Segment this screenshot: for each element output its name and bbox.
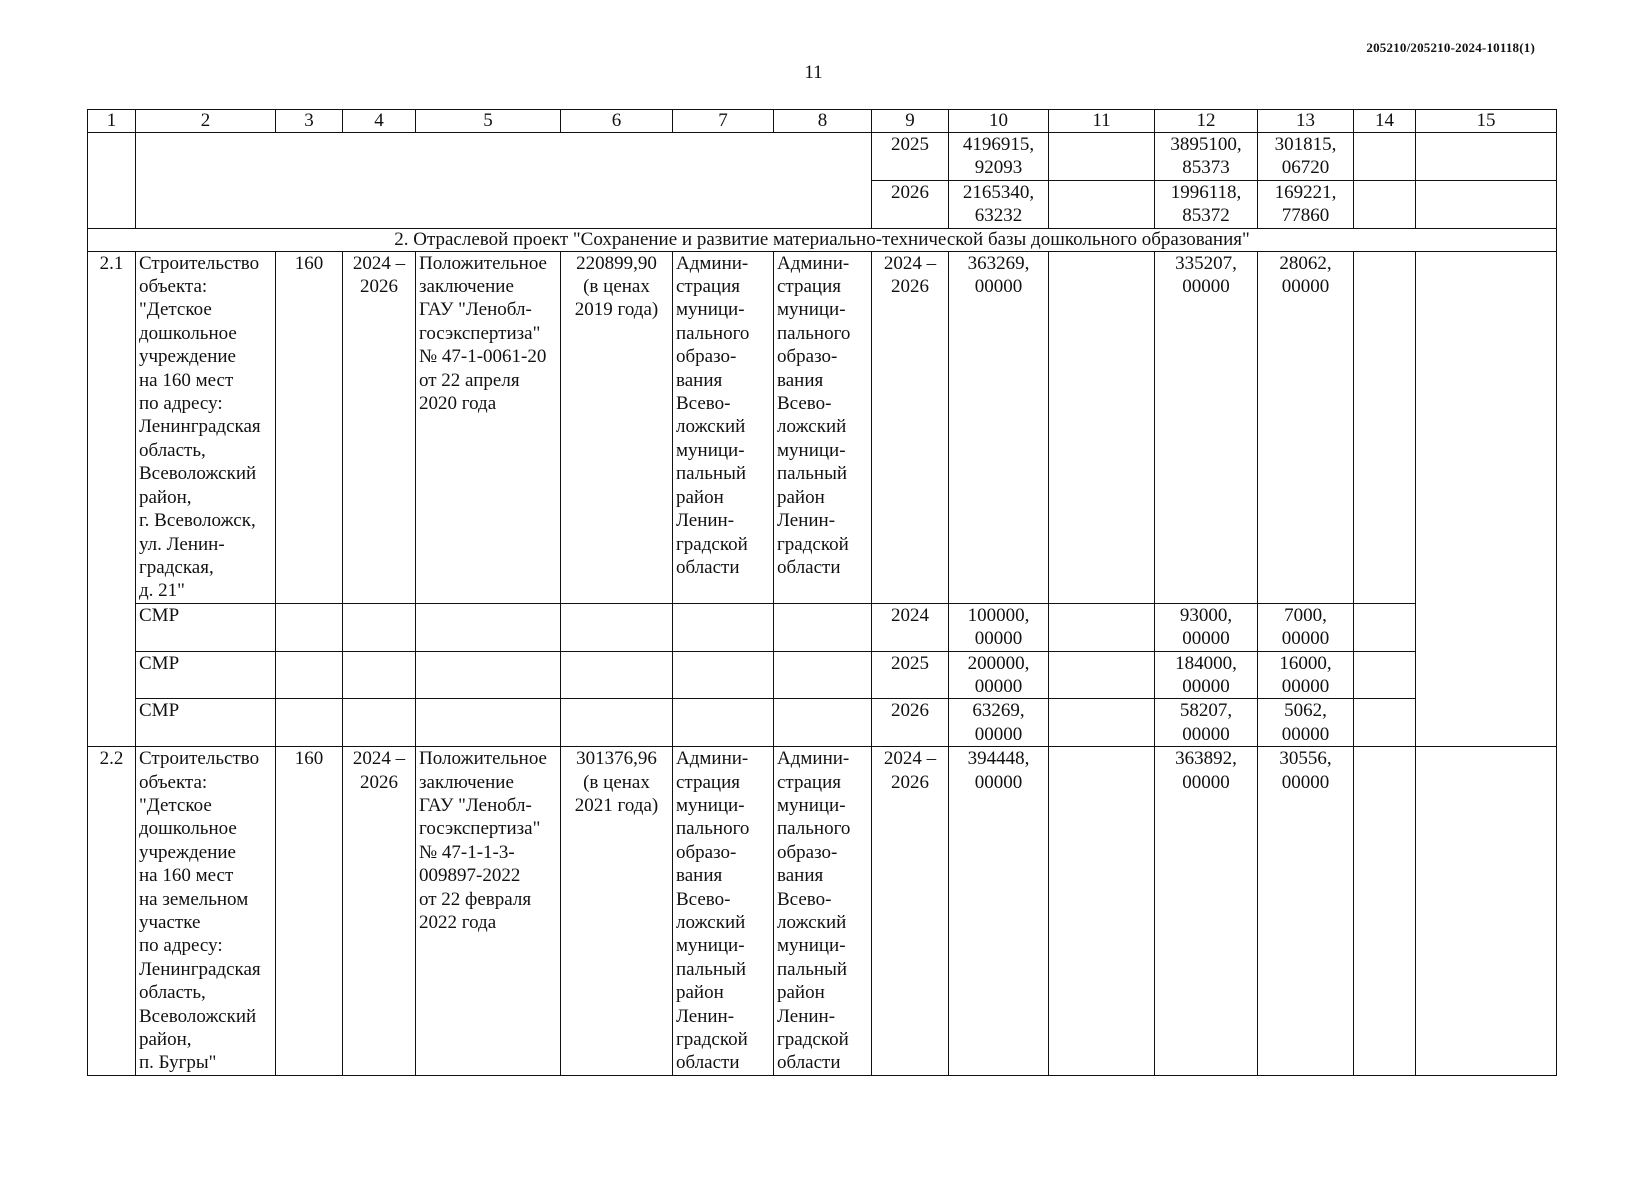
empty-cell: [1049, 747, 1155, 1076]
smr-label: СМР: [136, 603, 276, 651]
amount-col13-cell: 30556, 00000: [1258, 747, 1354, 1076]
years-cell: 2024 – 2026: [872, 747, 949, 1076]
customer-cell: Админи- страция муници- пального образо- вания Всево- ложский муници- пальный район Ленин- градской области: [673, 747, 774, 1076]
column-number: 10: [949, 110, 1049, 133]
empty-cell: [416, 699, 561, 747]
amount-col12-cell: 184000, 00000: [1155, 651, 1258, 699]
amount-col13-cell: 16000, 00000: [1258, 651, 1354, 699]
empty-cell: [1354, 603, 1416, 651]
carry-over-row: [88, 133, 1557, 181]
smr-row: [88, 699, 1557, 747]
object-name: Строительство объекта: "Детское дошкольное учреждение на 160 мест на земельном участке по адресу: Ленинградская область, Всеволожский район, п. Бугры": [136, 747, 276, 1076]
object-row: [88, 747, 1557, 1076]
smr-label: СМР: [136, 651, 276, 699]
total-amount-cell: 4196915, 92093: [949, 133, 1049, 181]
empty-cell: [1049, 251, 1155, 603]
amount-col12-cell: 335207, 00000: [1155, 251, 1258, 603]
developer-cell: Админи- страция муници- пального образо- вания Всево- ложский муници- пальный район Ленин- градской области: [774, 251, 872, 603]
section-title: 2. Отраслевой проект "Сохранение и развитие материально-технической базы дошкольного образования": [88, 228, 1557, 251]
column-number: 13: [1258, 110, 1354, 133]
period-cell: 2024 – 2026: [343, 747, 416, 1076]
empty-cell: [774, 603, 872, 651]
smr-row: [88, 603, 1557, 651]
capacity-cell: 160: [276, 747, 343, 1076]
object-number: 2.2: [88, 747, 136, 1076]
amount-col13-cell: 28062, 00000: [1258, 251, 1354, 603]
column-number: 6: [561, 110, 673, 133]
customer-cell: Админи- страция муници- пального образо- вания Всево- ложский муници- пальный район Ленин- градской области: [673, 251, 774, 603]
empty-cell: [1049, 603, 1155, 651]
capacity-cell: 160: [276, 251, 343, 603]
column-number: 3: [276, 110, 343, 133]
empty-cell: [673, 603, 774, 651]
smr-row: [88, 651, 1557, 699]
total-amount-cell: 100000, 00000: [949, 603, 1049, 651]
amount-col13-cell: 5062, 00000: [1258, 699, 1354, 747]
amount-col13-cell: 7000, 00000: [1258, 603, 1354, 651]
program-table: [87, 109, 1557, 1076]
object-row: [88, 251, 1557, 603]
empty-cell: [673, 699, 774, 747]
empty-cell: [1416, 180, 1557, 228]
page-number: 11: [804, 62, 823, 83]
column-number: 11: [1049, 110, 1155, 133]
empty-cell: [1354, 699, 1416, 747]
column-number: 15: [1416, 110, 1557, 133]
developer-cell: Админи- страция муници- пального образо- вания Всево- ложский муници- пальный район Ленин- градской области: [774, 747, 872, 1076]
year-cell: 2025: [872, 651, 949, 699]
empty-cell: [1416, 133, 1557, 181]
empty-cell: [343, 651, 416, 699]
empty-cell: [1354, 180, 1416, 228]
total-amount-cell: 363269, 00000: [949, 251, 1049, 603]
total-amount-cell: 394448, 00000: [949, 747, 1049, 1076]
column-number: 14: [1354, 110, 1416, 133]
empty-cell: [561, 603, 673, 651]
empty-cell: [774, 651, 872, 699]
column-number: 8: [774, 110, 872, 133]
empty-cell: [343, 699, 416, 747]
empty-cell: [416, 603, 561, 651]
empty-cell: [276, 651, 343, 699]
amount-col12-cell: 3895100, 85373: [1155, 133, 1258, 181]
empty-cell: [1354, 747, 1416, 1076]
object-name: Строительство объекта: "Детское дошкольное учреждение на 160 мест по адресу: Ленинградская область, Всеволожский район, г. Всеволожск, ул. Ленин- градская, д. 21": [136, 251, 276, 603]
amount-col12-cell: 363892, 00000: [1155, 747, 1258, 1076]
expertise-cell: Положительное заключение ГАУ "Ленобл- госэкспертиза" № 47-1-1-3- 009897-2022 от 22 февраля 2022 года: [416, 747, 561, 1076]
amount-col12-cell: 58207, 00000: [1155, 699, 1258, 747]
empty-cell: [673, 651, 774, 699]
empty-cell: [276, 603, 343, 651]
object-number: 2.1: [88, 251, 136, 747]
smr-label: СМР: [136, 699, 276, 747]
column-number-row: [88, 110, 1557, 133]
total-amount-cell: 63269, 00000: [949, 699, 1049, 747]
years-cell: 2024 – 2026: [872, 251, 949, 603]
empty-cell: [1049, 133, 1155, 181]
empty-cell: [1416, 747, 1557, 1076]
column-number: 12: [1155, 110, 1258, 133]
total-amount-cell: 200000, 00000: [949, 651, 1049, 699]
amount-col12-cell: 1996118, 85372: [1155, 180, 1258, 228]
year-cell: 2026: [872, 180, 949, 228]
empty-cell: [1416, 251, 1557, 747]
empty-merged-cell: [136, 133, 872, 229]
column-number: 1: [88, 110, 136, 133]
empty-cell: [774, 699, 872, 747]
year-cell: 2025: [872, 133, 949, 181]
empty-cell: [1354, 651, 1416, 699]
section-title-row: [88, 228, 1557, 251]
empty-cell: [276, 699, 343, 747]
empty-cell: [1354, 251, 1416, 603]
column-number: 9: [872, 110, 949, 133]
empty-cell: [343, 603, 416, 651]
empty-cell: [88, 133, 136, 229]
year-cell: 2026: [872, 699, 949, 747]
empty-cell: [561, 651, 673, 699]
total-amount-cell: 2165340, 63232: [949, 180, 1049, 228]
column-number: 5: [416, 110, 561, 133]
column-number: 2: [136, 110, 276, 133]
empty-cell: [1049, 651, 1155, 699]
empty-cell: [1354, 133, 1416, 181]
amount-col13-cell: 301815, 06720: [1258, 133, 1354, 181]
amount-col12-cell: 93000, 00000: [1155, 603, 1258, 651]
empty-cell: [416, 651, 561, 699]
cost-cell: 220899,90 (в ценах 2019 года): [561, 251, 673, 603]
empty-cell: [1049, 180, 1155, 228]
empty-cell: [1049, 699, 1155, 747]
year-cell: 2024: [872, 603, 949, 651]
empty-cell: [561, 699, 673, 747]
document-id: 205210/205210-2024-10118(1): [1366, 40, 1535, 55]
expertise-cell: Положительное заключение ГАУ "Ленобл- госэкспертиза" № 47-1-0061-20 от 22 апреля 2020 года: [416, 251, 561, 603]
cost-cell: 301376,96 (в ценах 2021 года): [561, 747, 673, 1076]
column-number: 7: [673, 110, 774, 133]
column-number: 4: [343, 110, 416, 133]
amount-col13-cell: 169221, 77860: [1258, 180, 1354, 228]
period-cell: 2024 – 2026: [343, 251, 416, 603]
